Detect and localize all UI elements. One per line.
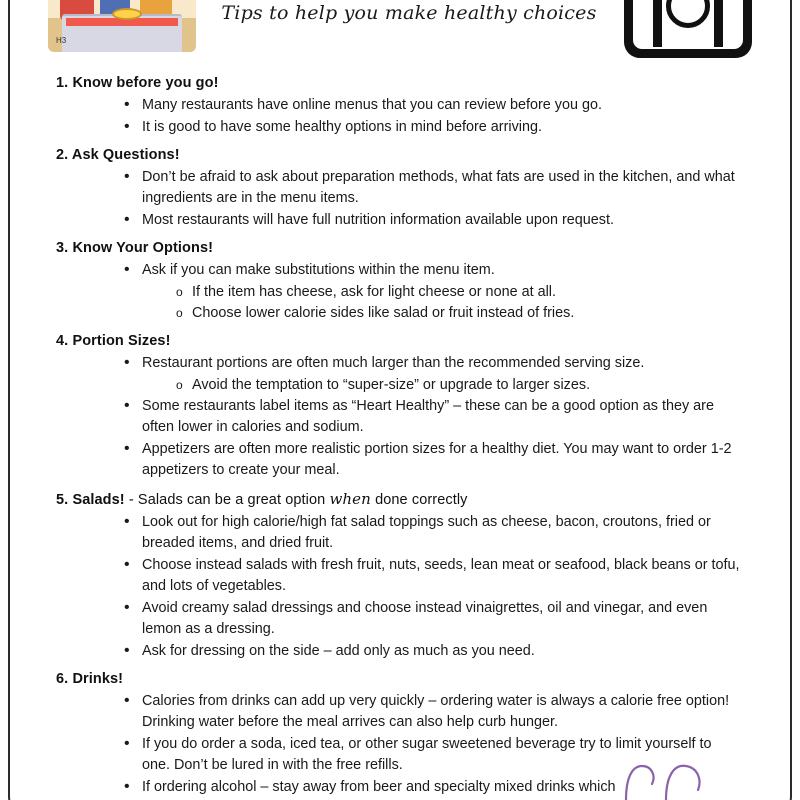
section-bullets-5	[0, 512, 800, 662]
list-item: • Most restaurants will have full nutrition information available upon request.	[124, 210, 740, 231]
section-title-4: Portion Sizes!	[72, 333, 171, 349]
page-title: Tips to help you make healthy choices	[221, 2, 597, 24]
section-bullets-6	[0, 691, 800, 798]
list-item: • Appetizers are often more realistic portion sizes for a healthy diet. You may want to order 1-2 appetizers to create your meal.	[124, 439, 740, 481]
section-number-6: 6.	[56, 671, 69, 687]
sub-list-item: o Choose lower calorie sides like salad or fruit instead of fries.	[176, 303, 740, 324]
section-bullets-2	[0, 167, 800, 231]
section-sublist-4	[0, 375, 800, 396]
section-title-2: Ask Questions!	[71, 147, 180, 163]
section-bullets-4b	[0, 396, 800, 481]
list-item: • Avoid creamy salad dressings and choose instead vinaigrettes, oil and vinegar, and even lemon as a dressing.	[124, 598, 740, 640]
section-heading-6	[56, 671, 800, 687]
list-item: • Restaurant portions are often much larger than the recommended serving size.	[124, 353, 740, 374]
plate-fork-knife-icon	[624, 0, 752, 58]
section-sublist-3	[0, 282, 800, 324]
list-item: • If ordering alcohol – stay away from beer and specialty mixed drinks which	[124, 777, 740, 798]
section-title-5-tail: - Salads can be a great option	[128, 492, 326, 508]
section-title-6: Drinks!	[72, 671, 124, 687]
section-number-3: 3.	[56, 240, 69, 256]
section-title-5-emphasis: when	[329, 490, 371, 508]
section-heading-2	[56, 147, 800, 163]
list-item: • Ask for dressing on the side – add only as much as you need.	[124, 641, 740, 662]
list-item: • If you do order a soda, iced tea, or other sugar sweetened beverage try to limit yourself to one. Don’t be lured in with the free refills.	[124, 734, 740, 776]
list-item: • Calories from drinks can add up very quickly – ordering water is always a calorie free option! Drinking water before the meal arrives can also help curb hunger.	[124, 691, 740, 733]
section-title-5: Salads!	[72, 492, 125, 508]
list-item: • Ask if you can make substitutions within the menu item.	[124, 260, 740, 281]
family-dining-clipart	[48, 0, 196, 52]
section-number-5: 5.	[56, 492, 69, 508]
section-bullets-1	[0, 95, 800, 138]
list-item: • Don’t be afraid to ask about preparation methods, what fats are used in the kitchen, and what ingredients are in the menu items.	[124, 167, 740, 209]
section-heading-4	[56, 333, 800, 349]
tips-list	[0, 66, 800, 799]
section-bullets-3	[0, 260, 800, 281]
list-item: • Some restaurants label items as “Heart Healthy” – these can be a good option as they are often lower in calories and sodium.	[124, 396, 740, 438]
section-title-5-tail2: done correctly	[375, 492, 468, 508]
section-title-3: Know Your Options!	[72, 240, 214, 256]
list-item: • It is good to have some healthy options in mind before arriving.	[124, 117, 740, 138]
clipart-label: H3	[56, 36, 67, 45]
section-bullets-4a	[0, 353, 800, 374]
list-item: • Choose instead salads with fresh fruit, nuts, seeds, lean meat or seafood, black beans or tofu, and lots of vegetables.	[124, 555, 740, 597]
section-number-2: 2.	[56, 147, 69, 163]
section-heading-3	[56, 240, 800, 256]
list-item: • Many restaurants have online menus that you can review before you go.	[124, 95, 740, 116]
sub-list-item: o Avoid the temptation to “super-size” or upgrade to larger sizes.	[176, 375, 740, 396]
section-heading-5	[56, 490, 800, 508]
list-item: • Look out for high calorie/high fat salad toppings such as cheese, bacon, croutons, fried or breaded items, and dried fruit.	[124, 512, 740, 554]
document-header	[0, 0, 800, 72]
section-number-4: 4.	[56, 333, 69, 349]
section-number-1: 1.	[56, 75, 69, 91]
section-title-1: Know before you go!	[72, 75, 219, 91]
sub-list-item: o If the item has cheese, ask for light cheese or none at all.	[176, 282, 740, 303]
section-heading-1	[56, 75, 800, 91]
